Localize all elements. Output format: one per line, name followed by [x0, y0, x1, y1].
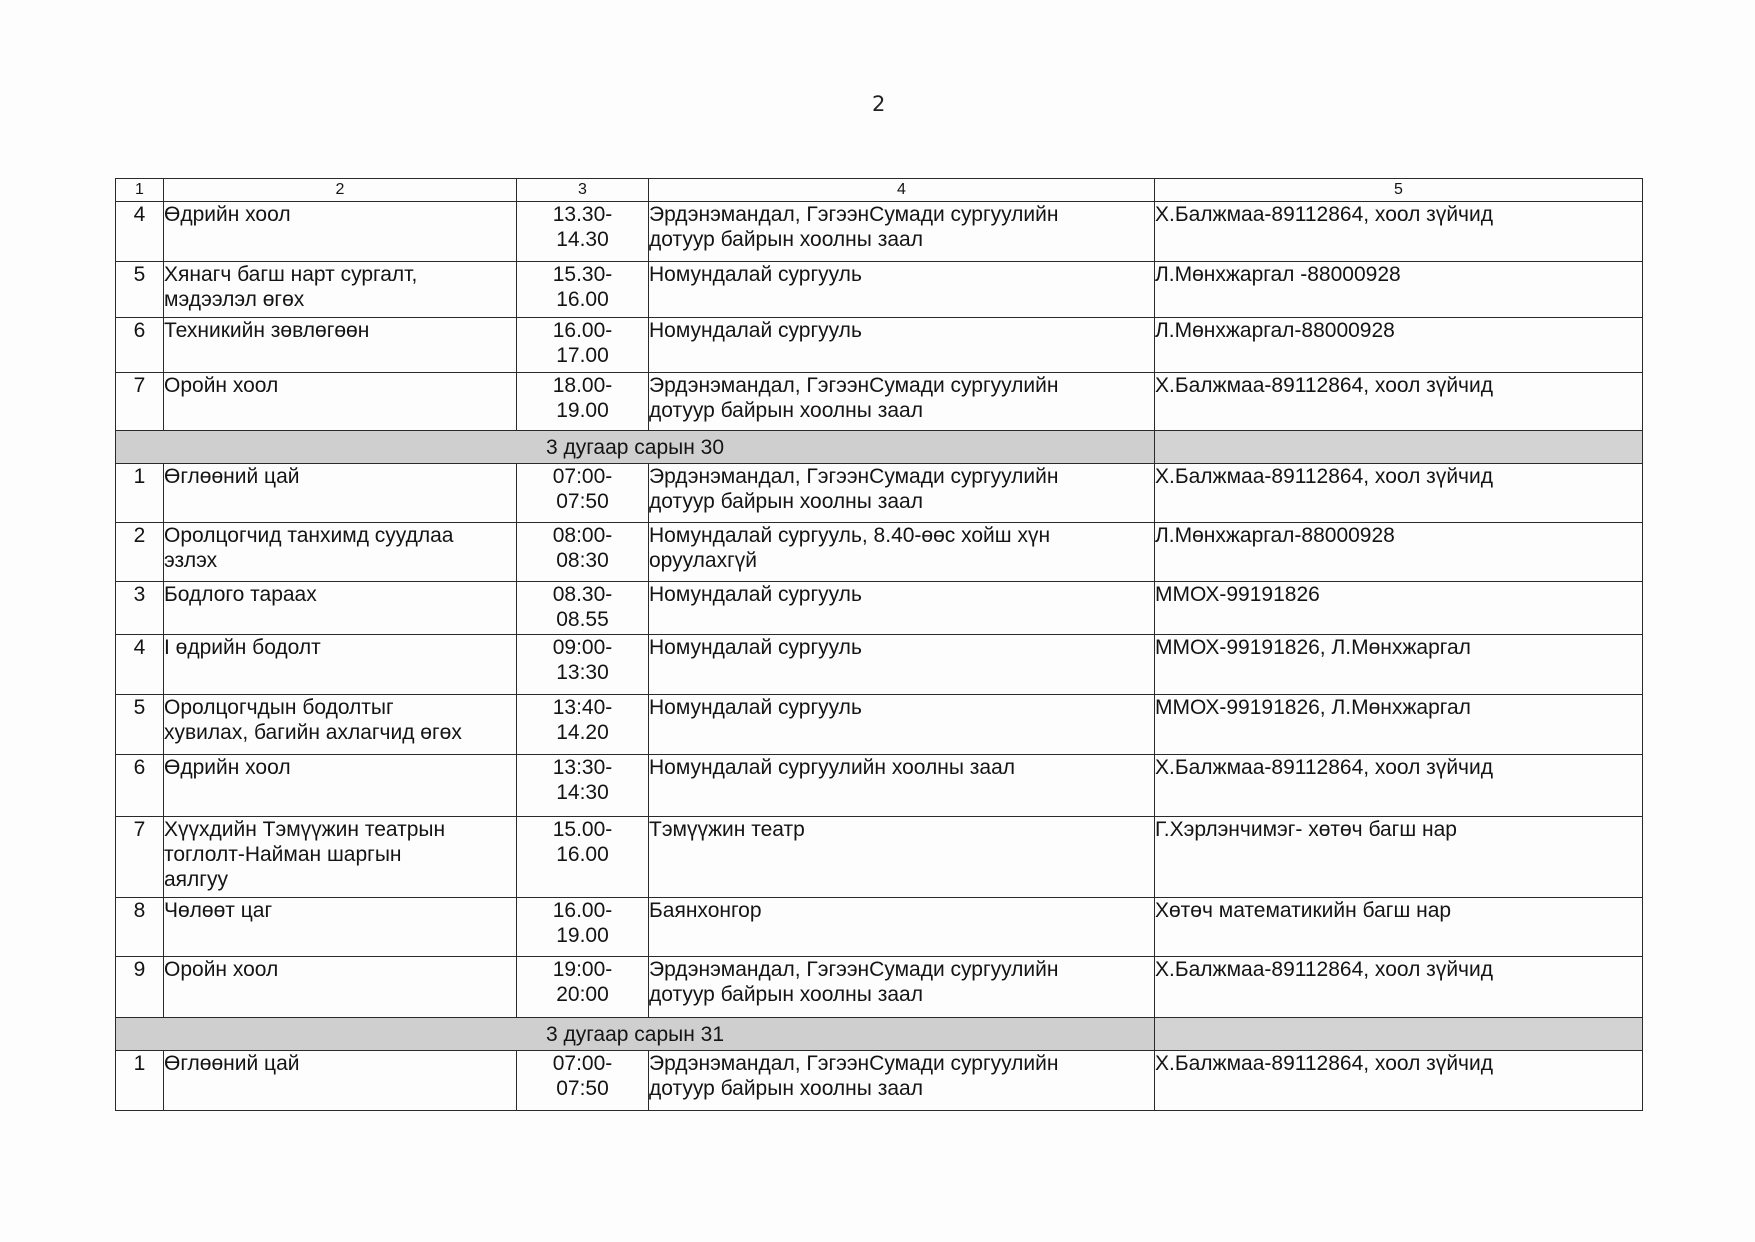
time-text: 07:50 [556, 1077, 609, 1100]
row-number: 2 [116, 523, 164, 582]
place-text: дотуур байрын хоолны заал [649, 399, 923, 422]
activity-cell [164, 755, 517, 817]
place-text: Баянхонгор [649, 899, 762, 922]
table-row [116, 898, 1643, 957]
place-text: Эрдэнэмандал, ГэгээнСумади сургуулийн [649, 203, 1059, 226]
place-cell [649, 695, 1155, 755]
activity-text: Оройн хоол [164, 374, 279, 397]
row-number: 4 [116, 202, 164, 262]
activity-text: Өглөөний цай [164, 465, 300, 488]
table-row [116, 373, 1643, 431]
row-number: 9 [116, 957, 164, 1018]
column-number-header-row [116, 179, 1643, 202]
time-text: 17.00 [556, 344, 609, 367]
time-text: 13:30 [556, 661, 609, 684]
date-row-blank-cell [1155, 431, 1643, 464]
column-header: 1 [116, 179, 164, 202]
time-text: 13:40- [552, 696, 613, 719]
time-text: 15.30- [552, 263, 613, 286]
contact-cell: Х.Балжмаа-89112864, хоол зүйчид [1155, 202, 1643, 262]
time-text: 08.30- [552, 583, 613, 606]
time-text: 16.00 [556, 843, 609, 866]
date-row-blank-cell [1155, 1018, 1643, 1051]
row-number: 7 [116, 373, 164, 431]
table-row [116, 695, 1643, 755]
table-row [116, 262, 1643, 318]
place-cell [649, 1051, 1155, 1111]
row-number: 1 [116, 464, 164, 523]
time-cell [517, 202, 649, 262]
activity-text: аялгуу [164, 868, 228, 891]
place-cell [649, 898, 1155, 957]
table-row [116, 957, 1643, 1018]
place-text: Эрдэнэмандал, ГэгээнСумади сургуулийн [649, 958, 1059, 981]
time-cell [517, 695, 649, 755]
place-text: дотуур байрын хоолны заал [649, 490, 923, 513]
time-text: 19.00 [556, 924, 609, 947]
activity-cell [164, 523, 517, 582]
activity-cell [164, 464, 517, 523]
contact-cell: Х.Балжмаа-89112864, хоол зүйчид [1155, 373, 1643, 431]
contact-cell: Хөтөч математикийн багш нар [1155, 898, 1643, 957]
place-cell [649, 957, 1155, 1018]
table-row [116, 202, 1643, 262]
contact-cell: Х.Балжмаа-89112864, хоол зүйчид [1155, 755, 1643, 817]
table-row [116, 318, 1643, 373]
schedule-body [116, 202, 1643, 1111]
time-text: 07:50 [556, 490, 609, 513]
page-number: 2 [872, 92, 886, 116]
time-text: 07:00- [552, 1052, 613, 1075]
time-cell [517, 1051, 649, 1111]
activity-text: Бодлого тараах [164, 583, 317, 606]
date-label: 3 дугаар сарын 30 [116, 431, 1155, 464]
place-text: Эрдэнэмандал, ГэгээнСумади сургуулийн [649, 465, 1059, 488]
place-text: Номундалай сургууль [649, 319, 862, 342]
time-text: 16.00- [552, 319, 613, 342]
time-cell [517, 817, 649, 898]
place-cell [649, 582, 1155, 635]
table-row [116, 755, 1643, 817]
date-label: 3 дугаар сарын 31 [116, 1018, 1155, 1051]
time-cell [517, 373, 649, 431]
place-text: Эрдэнэмандал, ГэгээнСумади сургуулийн [649, 374, 1059, 397]
place-cell [649, 318, 1155, 373]
place-text: Номундалай сургууль [649, 263, 862, 286]
activity-cell [164, 1051, 517, 1111]
activity-cell [164, 898, 517, 957]
row-number: 6 [116, 318, 164, 373]
time-text: 07:00- [552, 465, 613, 488]
activity-text: Өдрийн хоол [164, 756, 291, 779]
time-text: 14:30 [556, 781, 609, 804]
row-number: 6 [116, 755, 164, 817]
activity-text: хувилах, багийн ахлагчид өгөх [164, 721, 462, 744]
time-text: 15.00- [552, 818, 613, 841]
date-section-row [116, 431, 1643, 464]
place-text: Эрдэнэмандал, ГэгээнСумади сургуулийн [649, 1052, 1059, 1075]
table-row [116, 523, 1643, 582]
place-text: дотуур байрын хоолны заал [649, 228, 923, 251]
time-text: 16.00- [552, 899, 613, 922]
table-row [116, 464, 1643, 523]
activity-text: Оролцогчдын бодолтыг [164, 696, 394, 719]
row-number: 5 [116, 695, 164, 755]
place-cell [649, 373, 1155, 431]
activity-cell [164, 318, 517, 373]
time-cell [517, 635, 649, 695]
contact-cell: ММОХ-99191826, Л.Мөнхжаргал [1155, 695, 1643, 755]
contact-cell: Х.Балжмаа-89112864, хоол зүйчид [1155, 957, 1643, 1018]
activity-text: тоглолт-Найман шаргын [164, 843, 402, 866]
column-header: 3 [517, 179, 649, 202]
table-row [116, 635, 1643, 695]
time-cell [517, 262, 649, 318]
activity-text: Хүүхдийн Тэмүүжин театрын [164, 818, 446, 841]
column-header: 4 [649, 179, 1155, 202]
activity-text: Оройн хоол [164, 958, 279, 981]
place-cell [649, 755, 1155, 817]
place-text: Номундалай сургууль [649, 636, 862, 659]
row-number: 8 [116, 898, 164, 957]
activity-text: Чөлөөт цаг [164, 899, 273, 922]
contact-cell: Х.Балжмаа-89112864, хоол зүйчид [1155, 464, 1643, 523]
activity-cell [164, 695, 517, 755]
row-number: 5 [116, 262, 164, 318]
contact-cell: Л.Мөнхжаргал -88000928 [1155, 262, 1643, 318]
time-cell [517, 898, 649, 957]
time-cell [517, 318, 649, 373]
activity-text: эзлэх [164, 549, 218, 572]
contact-cell: Л.Мөнхжаргал-88000928 [1155, 318, 1643, 373]
contact-cell: ММОХ-99191826 [1155, 582, 1643, 635]
place-text: Номундалай сургуулийн хоолны заал [649, 756, 1016, 779]
place-text: Номундалай сургууль, 8.40-өөс хойш хүн [649, 524, 1051, 547]
place-cell [649, 262, 1155, 318]
place-text: дотуур байрын хоолны заал [649, 1077, 923, 1100]
time-text: 16.00 [556, 288, 609, 311]
place-text: Тэмүүжин театр [649, 818, 805, 841]
time-text: 13.30- [552, 203, 613, 226]
table-row [116, 1051, 1643, 1111]
time-text: 13:30- [552, 756, 613, 779]
activity-text: Оролцогчид танхимд суудлаа [164, 524, 454, 547]
activity-text: Өдрийн хоол [164, 203, 291, 226]
place-text: дотуур байрын хоолны заал [649, 983, 923, 1006]
time-cell [517, 464, 649, 523]
place-cell [649, 523, 1155, 582]
place-text: Номундалай сургууль [649, 583, 862, 606]
time-cell [517, 523, 649, 582]
activity-text: I өдрийн бодолт [164, 636, 321, 659]
place-cell [649, 464, 1155, 523]
contact-cell: Х.Балжмаа-89112864, хоол зүйчид [1155, 1051, 1643, 1111]
activity-cell [164, 582, 517, 635]
time-text: 14.30 [556, 228, 609, 251]
contact-cell: Л.Мөнхжаргал-88000928 [1155, 523, 1643, 582]
activity-text: Өглөөний цай [164, 1052, 300, 1075]
activity-text: мэдээлэл өгөх [164, 288, 305, 311]
time-text: 20:00 [556, 983, 609, 1006]
place-text: Номундалай сургууль [649, 696, 862, 719]
activity-cell [164, 373, 517, 431]
row-number: 3 [116, 582, 164, 635]
place-cell [649, 202, 1155, 262]
time-cell [517, 582, 649, 635]
contact-cell: Г.Хэрлэнчимэг- хөтөч багш нар [1155, 817, 1643, 898]
activity-cell [164, 202, 517, 262]
time-text: 18.00- [552, 374, 613, 397]
row-number: 1 [116, 1051, 164, 1111]
time-text: 14.20 [556, 721, 609, 744]
activity-text: Хянагч багш нарт сургалт, [164, 263, 418, 286]
activity-cell [164, 957, 517, 1018]
time-text: 19:00- [552, 958, 613, 981]
date-section-row [116, 1018, 1643, 1051]
table-row [116, 817, 1643, 898]
place-text: оруулахгүй [649, 549, 757, 572]
contact-cell: ММОХ-99191826, Л.Мөнхжаргал [1155, 635, 1643, 695]
time-text: 19.00 [556, 399, 609, 422]
time-text: 08:30 [556, 549, 609, 572]
column-header: 2 [164, 179, 517, 202]
place-cell [649, 817, 1155, 898]
table-row [116, 582, 1643, 635]
time-cell [517, 755, 649, 817]
time-cell [517, 957, 649, 1018]
column-header: 5 [1155, 179, 1643, 202]
time-text: 08.55 [556, 608, 609, 631]
activity-cell [164, 635, 517, 695]
row-number: 4 [116, 635, 164, 695]
activity-text: Техникийн зөвлөгөөн [164, 319, 370, 342]
row-number: 7 [116, 817, 164, 898]
activity-cell [164, 262, 517, 318]
schedule-table [115, 178, 1643, 1111]
time-text: 09:00- [552, 636, 613, 659]
time-text: 08:00- [552, 524, 613, 547]
place-cell [649, 635, 1155, 695]
activity-cell [164, 817, 517, 898]
